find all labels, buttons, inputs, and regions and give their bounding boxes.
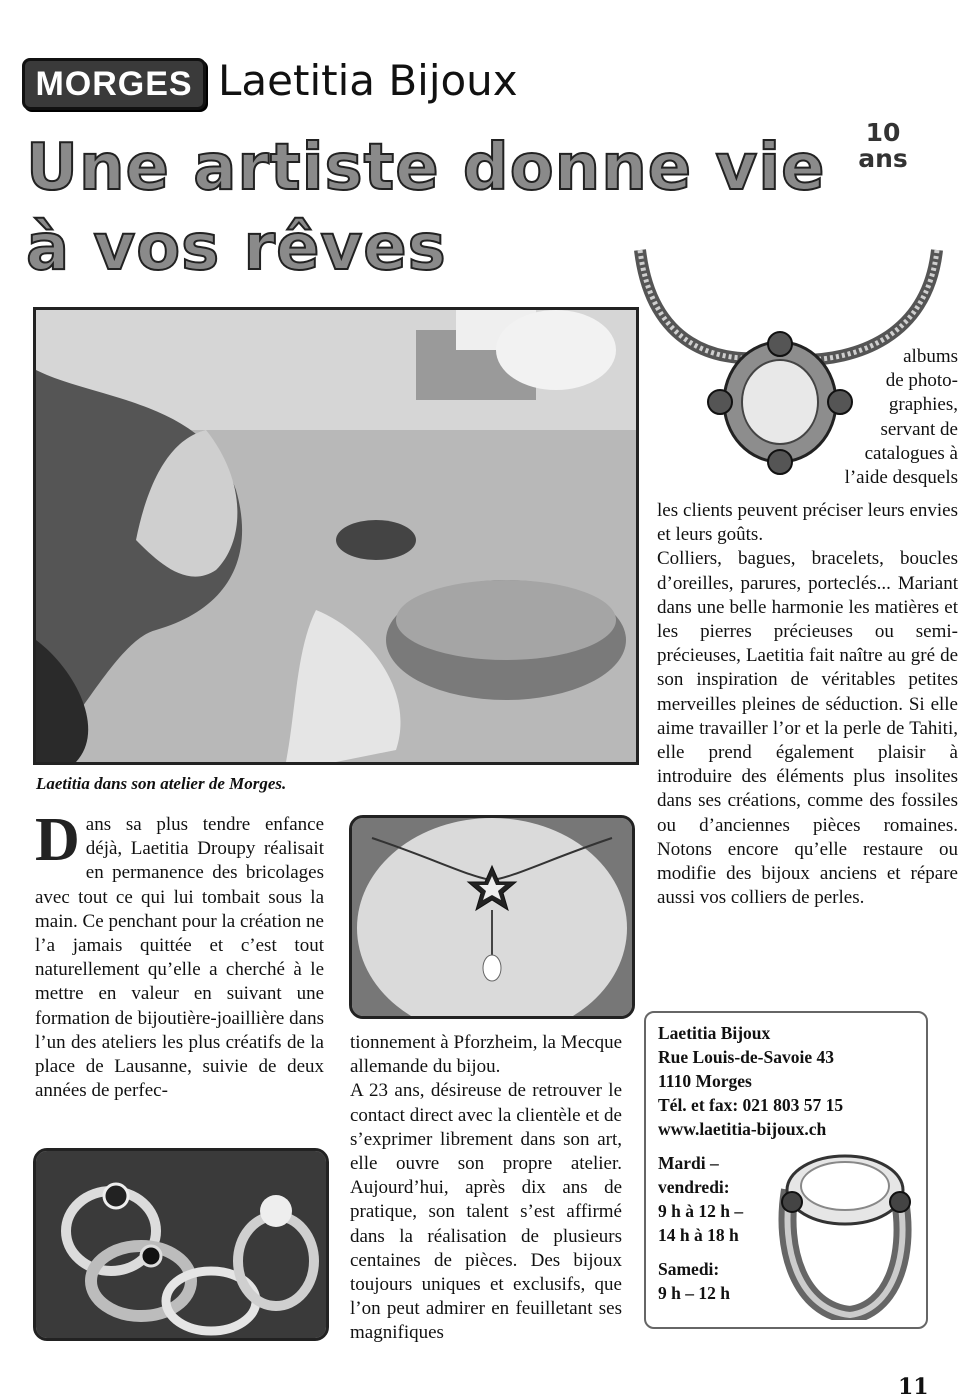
article-column-3 xyxy=(657,499,958,910)
wrap-line: graphies, xyxy=(888,394,958,416)
article-column-3-wrap xyxy=(760,345,958,490)
weekday-label-1: Mardi – xyxy=(658,1153,719,1173)
workshop-photo xyxy=(33,307,639,765)
brand-title: Laetitia Bijoux xyxy=(218,56,518,105)
shop-website: www.laetitia-bijoux.ch xyxy=(658,1119,827,1139)
article-paragraph: les clients peuvent préciser leurs envies et leurs goûts. xyxy=(657,500,958,546)
rings-photo xyxy=(33,1148,329,1341)
article-column-2 xyxy=(350,1031,622,1346)
weekday-hours-1: 9 h à 12 h – xyxy=(658,1201,744,1221)
article-column-1 xyxy=(35,806,324,1103)
headline-line-2: à vos rêves xyxy=(26,211,447,285)
wrap-line: albums xyxy=(903,346,958,367)
shop-phone: Tél. et fax: 021 803 57 15 xyxy=(658,1095,844,1115)
saturday-label: Samedi: xyxy=(658,1259,720,1279)
wrap-line: servant de xyxy=(880,418,958,440)
article-paragraph xyxy=(35,806,324,1103)
weekday-label-2: vendredi: xyxy=(658,1177,730,1197)
anniversary-number: 10 xyxy=(865,118,901,147)
drop-cap: D xyxy=(35,806,80,874)
paragraph-text: ans sa plus tendre enfance déjà, Laetitia Droupy réalisait en permanence des bricolages avec tout ce qui lui tombait sous la main. Ce penchant pour la création ne l’a jamais quittée et c’est tout naturellement qu’elle a cherché à le mettre en valeur en suivant une formation de bijoutière-joaillière dans l’un des ateliers les plus créatifs de la place de Lausanne, suivie de deux années de perfec- xyxy=(35,814,324,1102)
anniversary-mark xyxy=(845,120,921,172)
headline-line-1: Une artiste donne vie xyxy=(26,131,826,205)
weekday-hours-2: 14 h à 18 h xyxy=(658,1225,739,1245)
article-paragraph: tionnement à Pforzheim, la Mecque allemande du bijou. xyxy=(350,1032,622,1078)
wrap-line: de photo- xyxy=(885,370,958,392)
shop-name: Laetitia Bijoux xyxy=(658,1023,771,1043)
ring-image xyxy=(770,1150,920,1320)
shop-street: Rue Louis-de-Savoie 43 xyxy=(658,1047,834,1067)
article-paragraph: A 23 ans, désireuse de retrouver le contact direct avec la clientèle et de s’exprimer librement dans son art, elle ouvre son propre atelier. Aujourd’hui, après dix ans de pratique, son talent s’est affirmé dans la réalisation de plusieurs centaines de pièces. Des bijoux toujours uniques et exclusifs, que l’on peut admirer en feuilletant ses magnifiques xyxy=(350,1080,622,1344)
saturday-hours: 9 h – 12 h xyxy=(658,1283,730,1303)
article-paragraph: Colliers, bagues, bracelets, boucles d’oreilles, parures, porteclés... Mariant dans une belle harmonie les matières et les pierres précieuses ou semi-précieuses, Laetitia fait naître au gré de son inspiration de véritables petites merveilles pleines de séduction. Si elle aime travailler l’or et la perle de Tahiti, elle prend également plaisir à introduire des éléments plus insolites dans ses créations, comme des fossiles ou d’anciennes pièces romaines. Notons encore qu’elle restaure ou modifie des bijoux anciens et répare aussi vos colliers de perles. xyxy=(657,548,958,909)
star-pendant-photo xyxy=(349,815,635,1019)
wrap-line: catalogues à xyxy=(864,442,958,464)
wrap-line: l’aide desquels xyxy=(844,467,958,489)
anniversary-word: ans xyxy=(858,144,908,173)
shop-city: 1110 Morges xyxy=(658,1071,752,1091)
page-number: 11 xyxy=(898,1374,929,1400)
location-badge: MORGES xyxy=(22,58,206,110)
photo-caption: Laetitia dans son atelier de Morges. xyxy=(36,774,287,793)
